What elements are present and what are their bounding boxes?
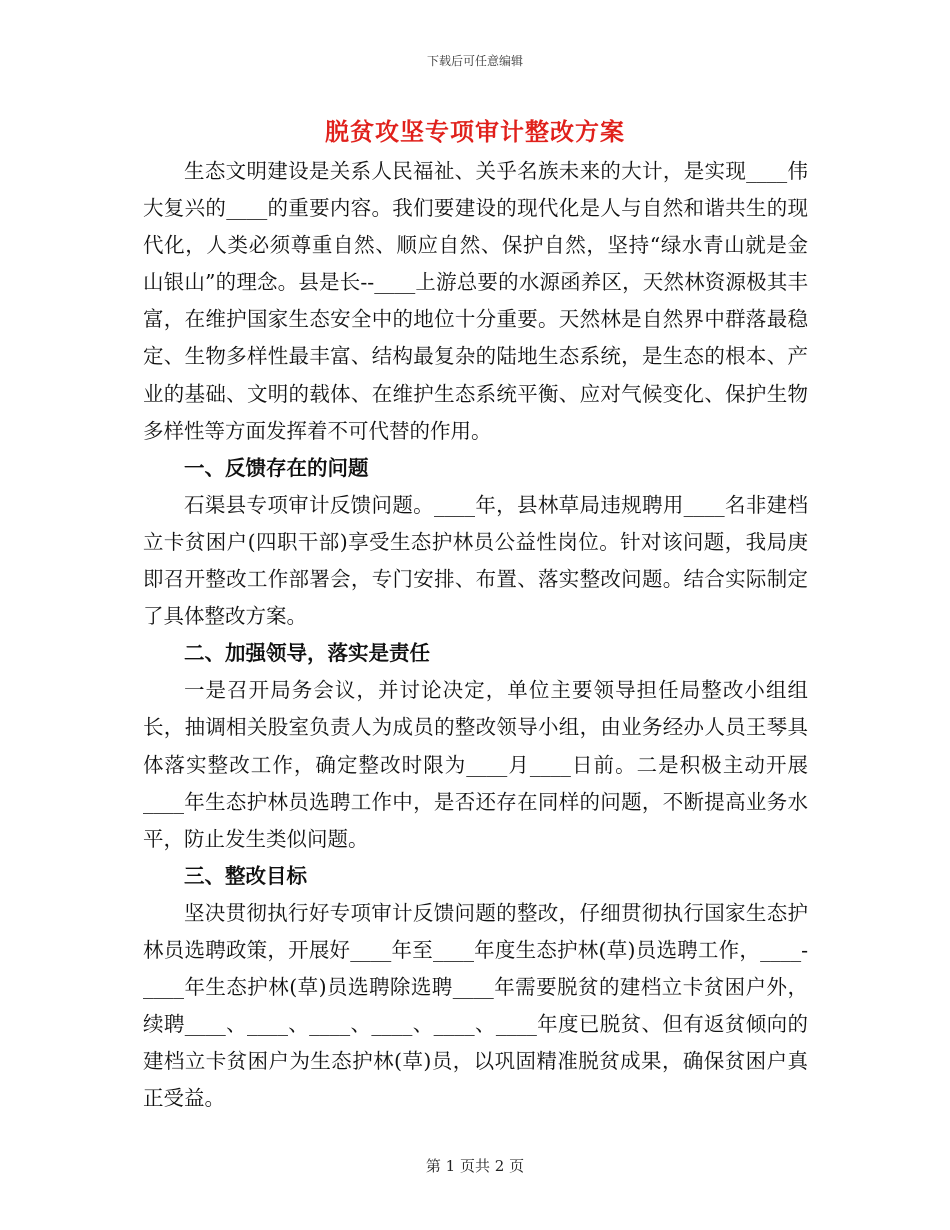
section-heading-2: 二、加强领导，落实是责任 (184, 641, 430, 666)
section-paragraph-2: 一是召开局务会议，并讨论决定，单位主要领导担任局整改小组组长，抽调相关股室负责人为成员的整改领导小组，由业务经办人员王琴具体落实整改工作，确定整改时限为____月____日前。二是积极主动开展____年生态护林员选聘工作中，是否还存在同样的问题，不断提高业务水平，防止发生类似问题。 (143, 678, 808, 851)
page-number: 第 1 页共 2 页 (425, 1157, 525, 1175)
intro-paragraph: 生态文明建设是关系人民福祉、关乎名族未来的大计，是实现____伟大复兴的____的重要内容。我们要建设的现代化是人与自然和谐共生的现代化，人类必须尊重自然、顺应自然、保护自然，坚持“绿水青山就是金山银山”的理念。县是长--____上游总要的水源函养区，天然林资源极其丰富，在维护国家生态安全中的地位十分重要。天然林是自然界中群落最稳定、生物多样性最丰富、结构最复杂的陆地生态系统，是生态的根本、产业的基础、文明的载体、在维护生态系统平衡、应对气候变化、保护生物多样性等方面发挥着不可代替的作用。 (143, 159, 808, 443)
page-header-note: 下载后可任意编辑 (426, 54, 523, 68)
document-body (143, 153, 808, 1117)
section-paragraph-3: 坚决贯彻执行好专项审计反馈问题的整改，仔细贯彻执行国家生态护林员选聘政策，开展好____年至____年度生态护林(草)员选聘工作，____-____年生态护林(草)员选聘除选聘____年需要脱贫的建档立卡贫困户外，续聘____、____、____、____、____、____年度已脱贫、但有返贫倾向的建档立卡贫困户为生态护林(草)员，以巩固精准脱贫成果，确保贫困户真正受益。 (143, 900, 808, 1111)
document-title: 脱贫攻坚专项审计整改方案 (325, 117, 625, 146)
section-heading-1: 一、反馈存在的问题 (184, 455, 369, 480)
section-paragraph-1: 石渠县专项审计反馈问题。____年，县林草局违规聘用____名非建档立卡贫困户(四职干部)享受生态护林员公益性岗位。针对该问题，我局庚即召开整改工作部署会，专门安排、布置、落实整改问题。结合实际制定了具体整改方案。 (143, 492, 808, 629)
section-heading-3: 三、整改目标 (184, 863, 307, 888)
